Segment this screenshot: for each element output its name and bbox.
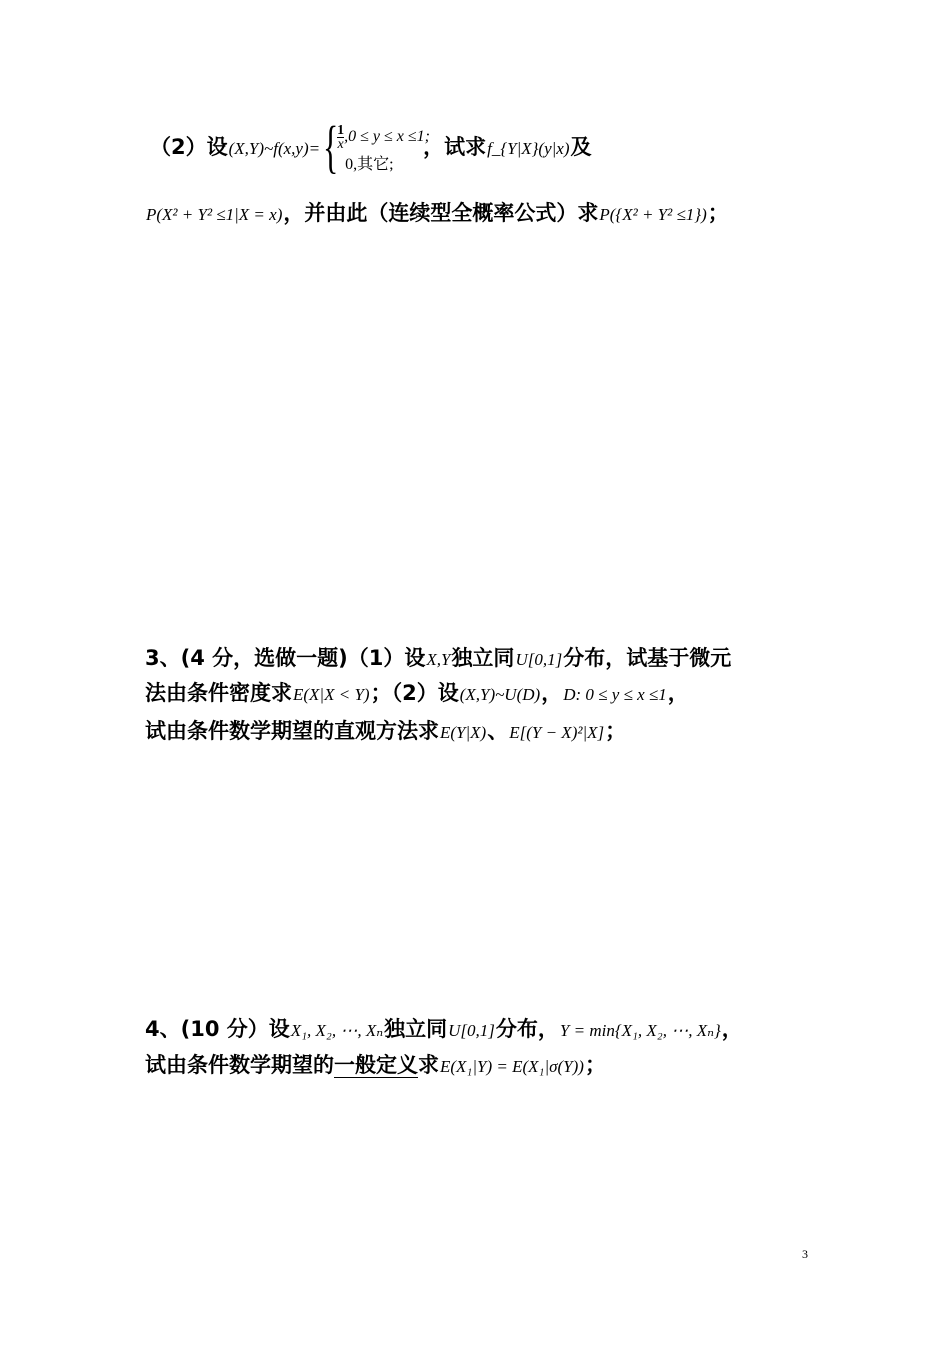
q3-domain: D: 0 ≤ y ≤ x ≤1	[563, 685, 667, 704]
q3-t4: ；（2）设	[370, 681, 459, 705]
q3-t2: 分布，试基于微元	[563, 646, 732, 670]
piecewise-case2: 0,其它;	[345, 156, 394, 173]
q3-t7: 试由条件数学期望的直观方法求	[145, 719, 439, 743]
q2-end: ；	[707, 201, 729, 225]
q4-label: 4、(10 分）设	[145, 1017, 290, 1041]
q4-line2	[145, 1050, 606, 1082]
fraction: $\frac{1}{x}$	[337, 123, 345, 152]
q3-dist: U[0,1]	[515, 650, 563, 669]
q2-line1	[150, 114, 592, 179]
q4-t1: 独立同	[384, 1017, 448, 1041]
q2-line2	[145, 198, 729, 230]
q2-text2: ，并由此（连续型全概率公式）求	[283, 201, 599, 225]
q3-expr4: E[(Y − X)²|X]	[509, 723, 605, 742]
q3-xy: X,Y	[426, 650, 451, 669]
cond-density-expr: f_{Y|X}(y|x)	[487, 139, 570, 158]
q2-label: （2）设	[150, 135, 228, 159]
q3-line3	[145, 716, 626, 748]
q2-xy-expr: (X,Y)~f(x,y)=	[228, 139, 321, 158]
q4-underlined: 一般定义	[334, 1053, 418, 1077]
q3-t3: 法由条件密度求	[145, 681, 292, 705]
q4-vars: X₁, X₂, ⋯, Xₙ	[290, 1021, 384, 1040]
q3-expr1: E(X|X < Y)	[293, 685, 370, 704]
q4-t6: ；	[584, 1053, 606, 1077]
q3-t6: ，	[667, 681, 689, 705]
q3-expr2: (X,Y)~U(D)	[459, 685, 541, 704]
q4-t3: ，	[721, 1017, 743, 1041]
page-number: 3	[802, 1247, 808, 1261]
prob-cond-expr: P(X² + Y² ≤1|X = x)	[146, 205, 283, 224]
q4-t2: 分布，	[495, 1017, 559, 1041]
q3-expr3: E(Y|X)	[440, 723, 487, 742]
q4-dist: U[0,1]	[448, 1021, 495, 1040]
prob-total-expr: P({X² + Y² ≤1})	[599, 205, 707, 224]
q4-t5: 求	[418, 1053, 439, 1077]
q2-ask: ，试求	[423, 135, 487, 159]
q3-t9: ；	[605, 719, 627, 743]
q4-expr: E(X₁|Y) = E(X₁|σ(Y))	[440, 1057, 584, 1076]
q2-and: 及	[570, 135, 592, 159]
q4-line1	[145, 1014, 743, 1046]
q3-line2	[145, 678, 689, 710]
q3-line1	[145, 643, 731, 675]
q3-t8: 、	[487, 719, 509, 743]
q3-t5: ，	[541, 681, 563, 705]
q4-ydef: Y = min{X₁, X₂, ⋯, Xₙ}	[559, 1021, 721, 1040]
piecewise-density: { $\frac{1}{x}$ ,0 ≤ y ≤ x ≤1; 0,其它;	[323, 114, 430, 179]
q3-label: 3、(4 分，选做一题)（1）设	[145, 646, 426, 670]
q4-t4: 试由条件数学期望的	[145, 1053, 334, 1077]
q3-t1: 独立同	[451, 646, 515, 670]
